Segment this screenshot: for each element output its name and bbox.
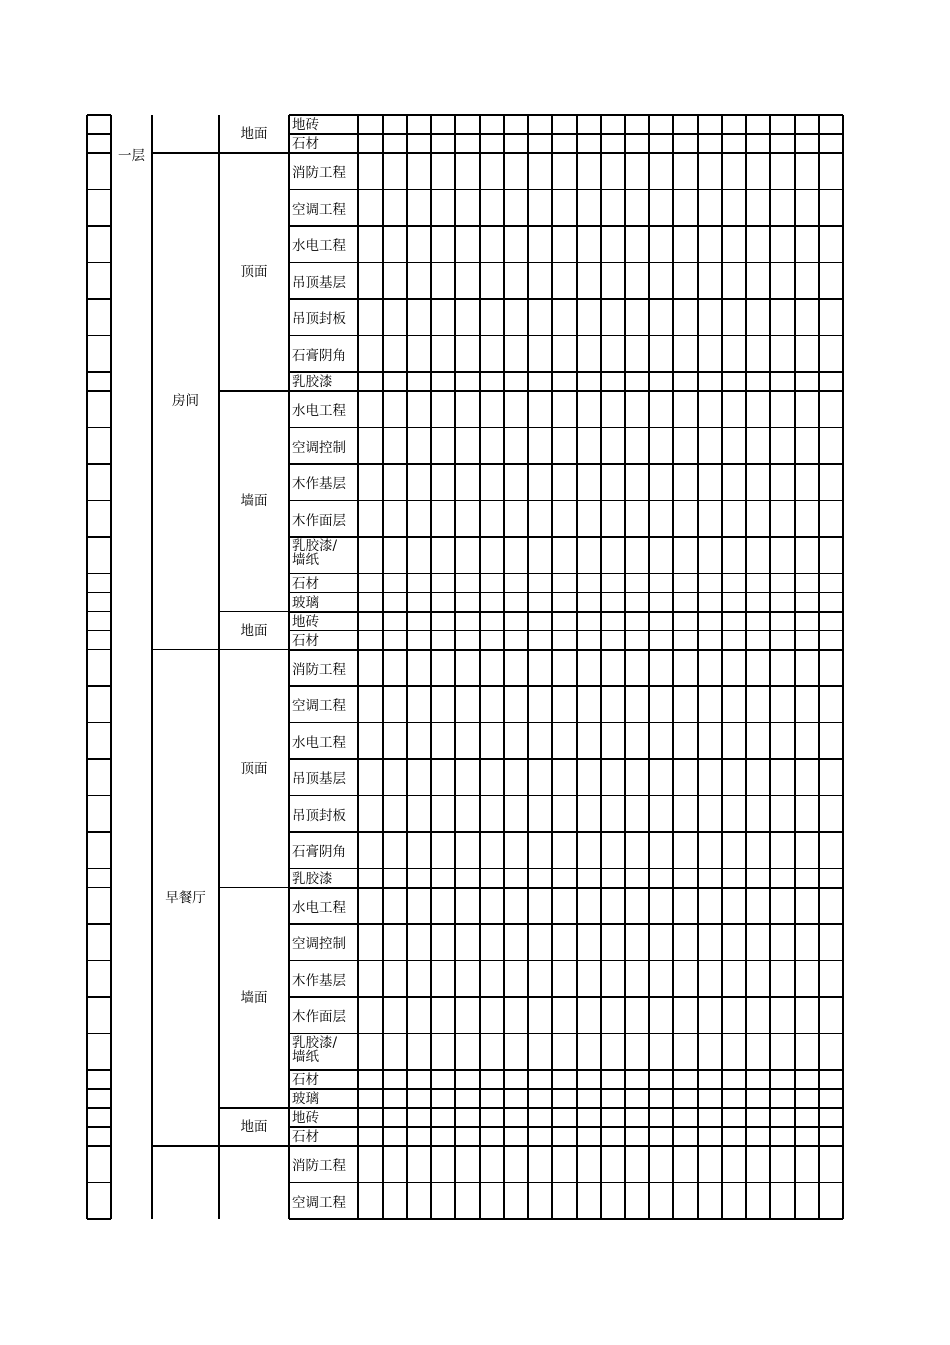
row-border <box>289 536 843 537</box>
row-border <box>289 592 843 593</box>
room-col-right <box>218 115 219 1219</box>
item-label: 空调控制 <box>292 936 346 953</box>
item-label: 水电工程 <box>292 238 346 255</box>
grid-col <box>721 115 723 1219</box>
area-border <box>219 611 289 613</box>
item-label: 石膏阴角 <box>292 844 346 861</box>
row-border <box>289 390 843 392</box>
item-label: 乳胶漆/ 墙纸 <box>292 538 338 568</box>
index-col-right <box>110 115 112 1219</box>
item-label: 消防工程 <box>292 1158 346 1175</box>
grid-col <box>672 115 673 1219</box>
item-label: 石材 <box>292 136 319 152</box>
item-label: 木作面层 <box>292 512 346 529</box>
item-label: 消防工程 <box>292 165 346 182</box>
grid-col <box>600 115 601 1219</box>
index-row-border <box>87 335 111 337</box>
row-border <box>289 225 843 226</box>
item-label: 石材 <box>292 632 319 649</box>
item-label: 木作面层 <box>292 1009 346 1026</box>
index-row-border <box>87 611 111 613</box>
item-label: 乳胶漆 <box>292 374 333 390</box>
index-row-border <box>87 1182 111 1184</box>
row-border <box>289 335 843 336</box>
index-row-border <box>87 189 111 191</box>
floor-col-right <box>151 115 152 1219</box>
row-border <box>289 831 843 832</box>
item-label: 空调控制 <box>292 439 346 456</box>
area-border <box>219 152 289 154</box>
index-row-border <box>87 685 111 687</box>
index-row-border <box>87 1033 111 1035</box>
row-border <box>289 262 843 263</box>
row-border <box>289 611 843 613</box>
room-border <box>152 649 219 650</box>
row-border <box>289 1088 843 1089</box>
area-label: 地面 <box>240 1119 268 1135</box>
index-row-border <box>87 1069 111 1071</box>
grid-col <box>769 115 770 1219</box>
index-row-border <box>87 868 111 870</box>
grid-col <box>648 115 650 1219</box>
item-label: 空调工程 <box>292 201 346 218</box>
item-label: 水电工程 <box>292 734 346 751</box>
item-label: 吊顶基层 <box>292 274 346 291</box>
row-border <box>289 960 843 961</box>
row-border <box>289 1182 843 1183</box>
row-border <box>289 923 843 924</box>
grid-col <box>576 115 577 1219</box>
room-label: 房间 <box>172 393 199 410</box>
grid-col <box>406 115 408 1219</box>
index-row-border <box>87 225 111 227</box>
room-border <box>152 1145 219 1146</box>
item-label: 地砖 <box>292 613 319 630</box>
row-border <box>289 722 843 723</box>
grid-col <box>794 115 796 1219</box>
item-label: 玻璃 <box>292 1091 319 1107</box>
grid-col <box>479 115 481 1219</box>
grid-col <box>818 115 819 1219</box>
index-row-border <box>87 500 111 502</box>
item-label: 水电工程 <box>292 899 346 916</box>
index-row-border <box>87 262 111 264</box>
row-border <box>289 298 843 299</box>
row-border <box>289 427 843 428</box>
item-label: 消防工程 <box>292 661 346 678</box>
row-border <box>289 189 843 190</box>
grid-col <box>527 115 528 1219</box>
index-row-border <box>87 831 111 833</box>
index-row-border <box>87 298 111 300</box>
index-row-border <box>87 887 111 889</box>
grid-col <box>842 115 844 1219</box>
index-row-border <box>87 630 111 632</box>
index-row-border <box>87 1126 111 1128</box>
room-border <box>152 152 219 153</box>
index-row-border <box>87 758 111 760</box>
floor-label: 一层 <box>118 148 145 164</box>
item-label: 吊顶封板 <box>292 311 346 328</box>
grid-col <box>382 115 383 1219</box>
index-row-border <box>87 152 111 154</box>
index-row-border <box>87 1107 111 1109</box>
index-row-border <box>87 649 111 651</box>
index-row-border <box>87 923 111 925</box>
index-row-border <box>87 573 111 575</box>
item-label: 木作基层 <box>292 972 346 989</box>
item-label: 乳胶漆 <box>292 870 333 887</box>
item-label: 石膏阴角 <box>292 347 346 364</box>
row-border <box>289 630 843 631</box>
index-row-border <box>87 371 111 373</box>
item-col-left <box>288 115 290 1219</box>
index-row-border <box>87 390 111 392</box>
item-label: 石材 <box>292 1072 319 1088</box>
grid-col <box>357 115 358 1219</box>
grid-col <box>697 115 698 1219</box>
index-row-border <box>87 536 111 538</box>
grid-col <box>454 115 455 1219</box>
grid-col <box>745 115 746 1219</box>
index-row-border <box>87 133 111 135</box>
index-row-border <box>87 960 111 962</box>
index-row-border <box>87 1088 111 1090</box>
item-label: 地砖 <box>292 1110 319 1126</box>
row-border <box>289 758 843 759</box>
row-border <box>289 152 843 154</box>
area-border <box>219 390 289 392</box>
row-border <box>289 649 843 651</box>
grid-col <box>503 115 504 1219</box>
item-label: 水电工程 <box>292 403 346 420</box>
area-label: 地面 <box>240 126 268 142</box>
item-label: 空调工程 <box>292 698 346 715</box>
row-border <box>289 463 843 464</box>
row-border <box>289 1126 843 1127</box>
top-border <box>87 114 111 116</box>
index-row-border <box>87 463 111 465</box>
row-border <box>289 685 843 686</box>
row-border <box>289 868 843 869</box>
row-border <box>289 1218 843 1220</box>
index-row-border <box>87 795 111 797</box>
area-border <box>219 1107 289 1109</box>
area-label: 墙面 <box>240 493 268 510</box>
index-row-border <box>87 592 111 594</box>
top-border <box>289 114 843 116</box>
row-border <box>289 996 843 997</box>
item-label: 地砖 <box>292 117 319 133</box>
index-row-border <box>87 1145 111 1147</box>
item-label: 玻璃 <box>292 594 319 611</box>
area-label: 顶面 <box>240 760 268 777</box>
grid-col <box>624 115 625 1219</box>
row-border <box>289 1033 843 1034</box>
area-label: 地面 <box>240 622 268 639</box>
row-border <box>289 371 843 372</box>
row-border <box>289 1107 843 1109</box>
item-label: 木作基层 <box>292 476 346 493</box>
area-label: 顶面 <box>240 264 268 280</box>
index-col-left <box>86 115 88 1219</box>
item-label: 吊顶封板 <box>292 807 346 824</box>
row-border <box>289 500 843 501</box>
index-row-border <box>87 996 111 998</box>
item-label: 乳胶漆/ 墙纸 <box>292 1034 338 1065</box>
row-border <box>289 1069 843 1070</box>
row-border <box>289 1145 843 1147</box>
room-label: 早餐厅 <box>165 889 206 906</box>
grid-col <box>551 115 553 1219</box>
item-label: 石材 <box>292 1129 319 1145</box>
row-border <box>289 133 843 134</box>
item-label: 空调工程 <box>292 1194 346 1211</box>
row-border <box>289 573 843 574</box>
row-border <box>289 887 843 889</box>
area-border <box>219 1145 289 1147</box>
index-row-border <box>87 427 111 429</box>
grid-col <box>430 115 431 1219</box>
row-border <box>289 795 843 796</box>
item-label: 石材 <box>292 575 319 592</box>
area-border <box>219 649 289 651</box>
item-label: 吊顶基层 <box>292 771 346 788</box>
bottom-border <box>87 1218 111 1220</box>
area-label: 墙面 <box>240 989 268 1006</box>
index-row-border <box>87 722 111 724</box>
area-border <box>219 887 289 889</box>
